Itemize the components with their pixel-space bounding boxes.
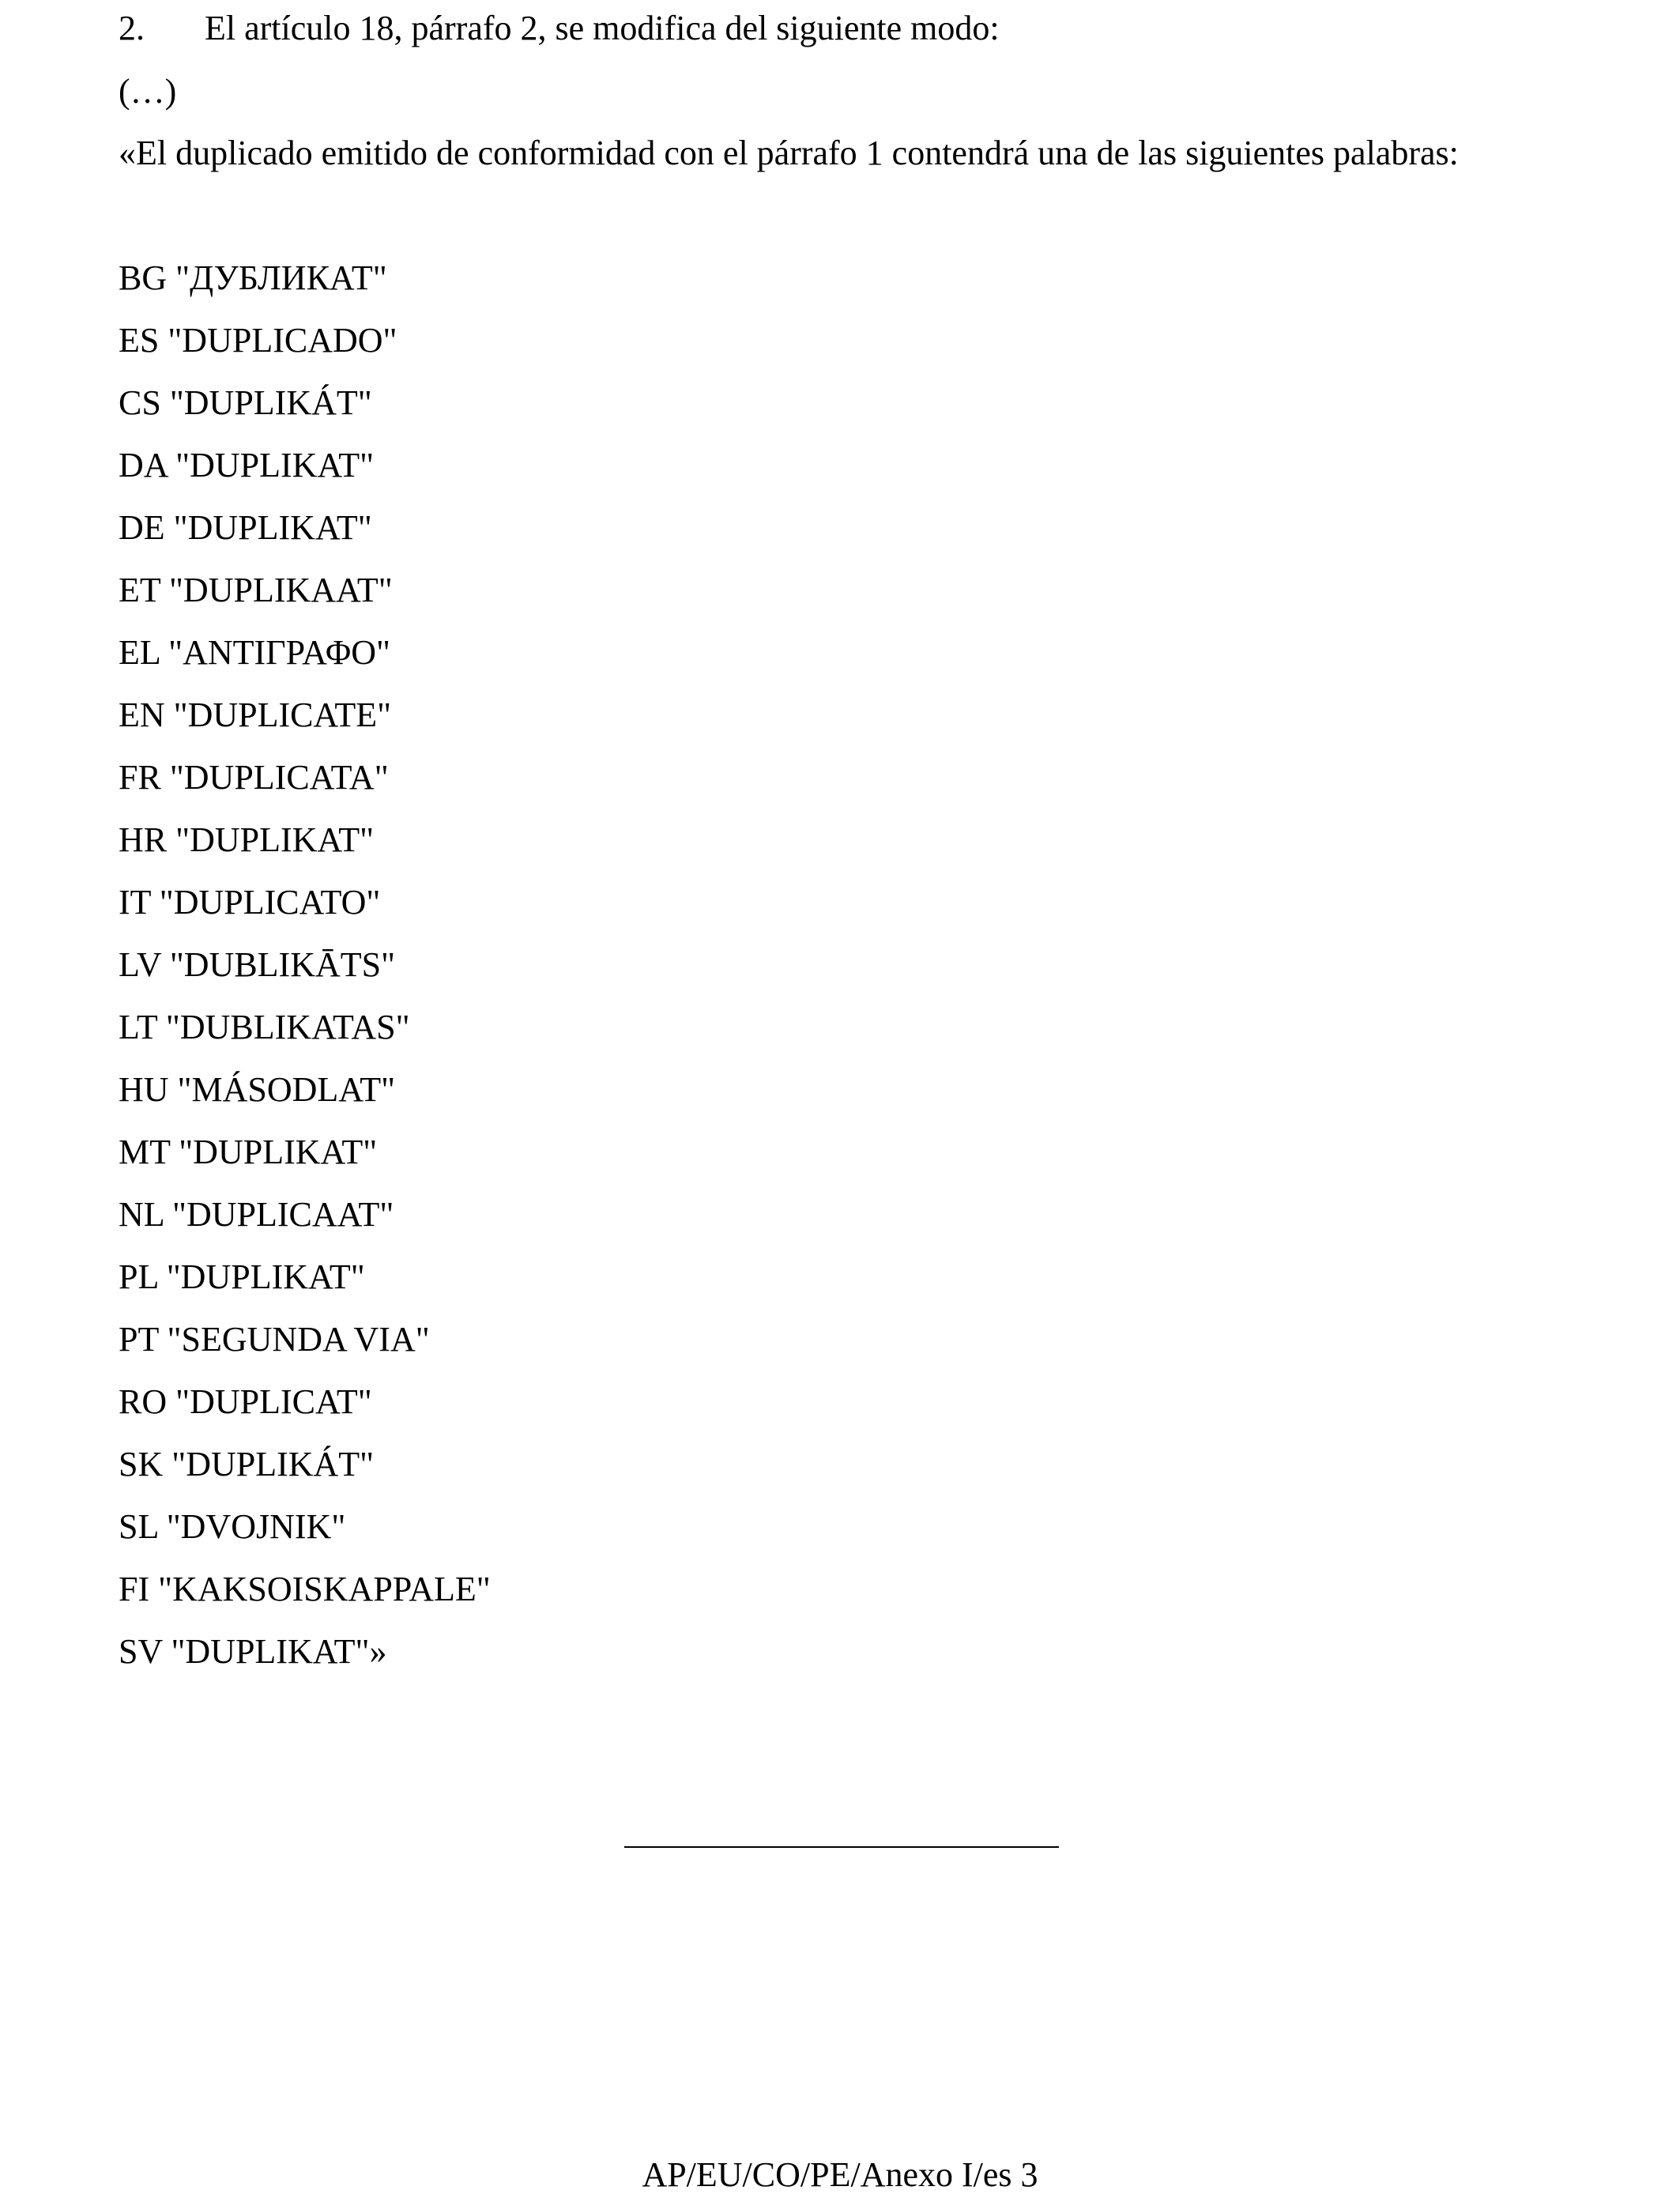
separator-line <box>624 1846 1059 1848</box>
list-item: SV "DUPLIKAT"» <box>119 1632 387 1671</box>
list-item: CS "DUPLIKÁT" <box>119 383 372 422</box>
list-item: MT "DUPLIKAT" <box>119 1133 378 1171</box>
list-item: IT "DUPLICATO" <box>119 883 381 922</box>
ellipsis-text: (…) <box>119 72 177 111</box>
list-item: DA "DUPLIKAT" <box>119 446 375 484</box>
list-item: PT "SEGUNDA VIA" <box>119 1320 430 1359</box>
list-item: HU "MÁSODLAT" <box>119 1070 396 1109</box>
list-item: HR "DUPLIKAT" <box>119 820 375 859</box>
list-item: EL "ΑΝΤΙΓΡΑΦΟ" <box>119 633 390 672</box>
list-item: NL "DUPLICAAT" <box>119 1195 394 1234</box>
list-item: SK "DUPLIKÁT" <box>119 1445 375 1483</box>
list-item: SL "DVOJNIK" <box>119 1507 346 1546</box>
list-item: FR "DUPLICATA" <box>119 758 389 797</box>
list-item: DE "DUPLIKAT" <box>119 508 372 547</box>
list-item: EN "DUPLICATE" <box>119 696 392 734</box>
list-item: ES "DUPLICADO" <box>119 321 397 360</box>
item-heading: El artículo 18, párrafo 2, se modifica del siguiente modo: <box>205 9 1000 47</box>
list-item: ET "DUPLIKAAT" <box>119 571 393 609</box>
intro-paragraph: «El duplicado emitido de conformidad con el párrafo 1 contendrá una de las siguientes palabras: <box>119 134 1459 172</box>
page-footer: AP/EU/CO/PE/Anexo I/es 3 <box>642 2155 1038 2194</box>
item-number: 2. <box>119 9 145 47</box>
list-item: FI "KAKSOISKAPPALE" <box>119 1570 491 1608</box>
duplicate-word-list <box>119 258 491 1697</box>
list-item: PL "DUPLIKAT" <box>119 1257 365 1296</box>
list-item: LT "DUBLIKATAS" <box>119 1008 410 1046</box>
list-item: BG "ДУБЛИКАТ" <box>119 258 387 297</box>
list-item: LV "DUBLIKĀTS" <box>119 945 396 984</box>
list-item: RO "DUPLICAT" <box>119 1382 372 1421</box>
